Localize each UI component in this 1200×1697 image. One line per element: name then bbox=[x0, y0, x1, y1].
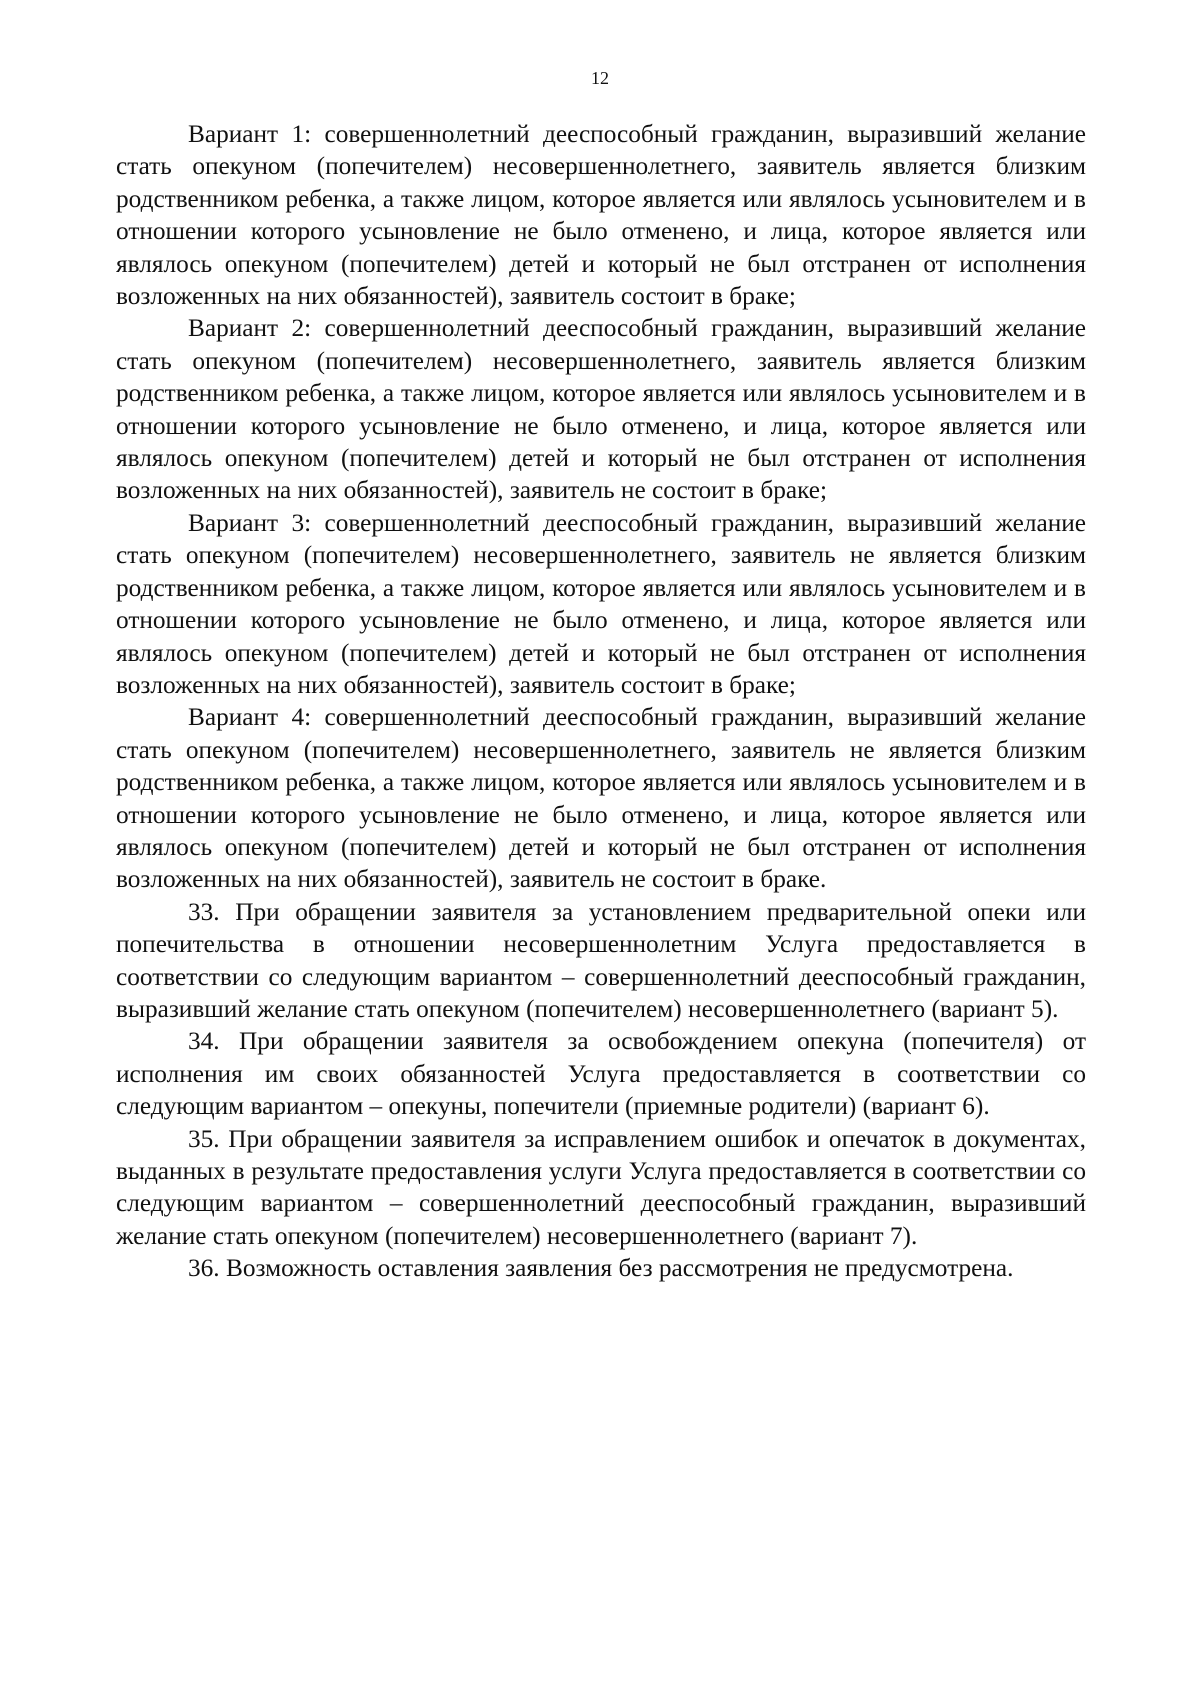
paragraph-variant-4: Вариант 4: совершеннолетний дееспособный гражданин, выразивший желание стать опекуном (попечителем) несовершеннолетнего, заявитель не является близким родственником ребенка, а также лицом, которое является или являлось усыновителем и в отношении которого усыновление не было отменено, и лица, которое является или являлось опекуном (попечителем) детей и который не был отстранен от исполнения возложенных на них обязанностей), заявитель не состоит в браке. bbox=[116, 703, 1086, 894]
paragraph-item-35: 35. При обращении заявителя за исправлением ошибок и опечаток в документах, выданных в результате предоставления услуги Услуга предоставляется в соответствии со следующим вариантом – совершеннолетний дееспособный гражданин, выразивший желание стать опекуном (попечителем) несовершеннолетнего (вариант 7). bbox=[116, 1124, 1086, 1250]
document-body bbox=[116, 118, 1086, 1285]
paragraph-variant-2: Вариант 2: совершеннолетний дееспособный гражданин, выразивший желание стать опекуном (попечителем) несовершеннолетнего, заявитель является близким родственником ребенка, а также лицом, которое является или являлось усыновителем и в отношении которого усыновление не было отменено, и лица, которое является или являлось опекуном (попечителем) детей и который не был отстранен от исполнения возложенных на них обязанностей), заявитель не состоит в браке; bbox=[116, 314, 1086, 505]
page-number: 12 bbox=[591, 68, 609, 88]
paragraph-item-36: 36. Возможность оставления заявления без рассмотрения не предусмотрена. bbox=[188, 1254, 1014, 1283]
paragraph-item-34: 34. При обращении заявителя за освобождением опекуна (попечителя) от исполнения им своих обязанностей Услуга предоставляется в соответствии со следующим вариантом – опекуны, попечители (приемные родители) (вариант 6). bbox=[116, 1027, 1086, 1121]
paragraph-item-33: 33. При обращении заявителя за установлением предварительной опеки или попечительства в отношении несовершеннолетним Услуга предоставляется в соответствии со следующим вариантом – совершеннолетний дееспособный гражданин, выразивший желание стать опекуном (попечителем) несовершеннолетнего (вариант 5). bbox=[116, 897, 1086, 1023]
paragraph-variant-3: Вариант 3: совершеннолетний дееспособный гражданин, выразивший желание стать опекуном (попечителем) несовершеннолетнего, заявитель не является близким родственником ребенка, а также лицом, которое является или являлось усыновителем и в отношении которого усыновление не было отменено, и лица, которое является или являлось опекуном (попечителем) детей и который не был отстранен от исполнения возложенных на них обязанностей), заявитель состоит в браке; bbox=[116, 508, 1086, 699]
paragraph-variant-1: Вариант 1: совершеннолетний дееспособный гражданин, выразивший желание стать опекуном (попечителем) несовершеннолетнего, заявитель является близким родственником ребенка, а также лицом, которое является или являлось усыновителем и в отношении которого усыновление не было отменено, и лица, которое является или являлось опекуном (попечителем) детей и который не был отстранен от исполнения возложенных на них обязанностей), заявитель состоит в браке; bbox=[116, 120, 1086, 311]
